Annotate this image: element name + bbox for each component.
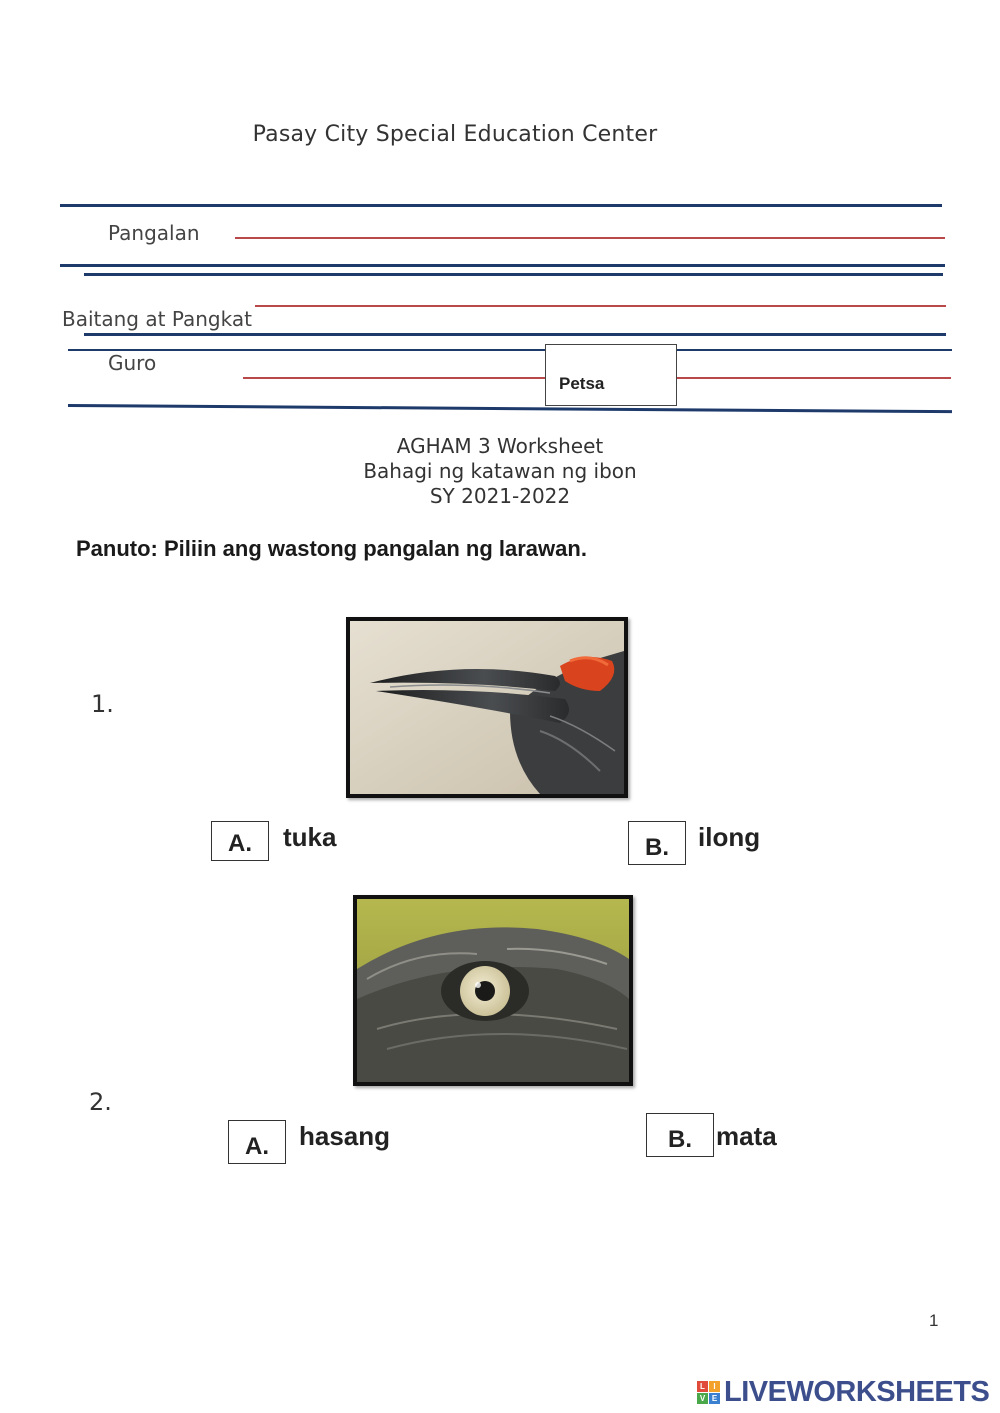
- q2-choice-a-box[interactable]: [228, 1120, 286, 1164]
- form-line: [68, 349, 952, 351]
- q2-choice-a-text[interactable]: hasang: [299, 1121, 391, 1151]
- title-topic: Bahagi ng katawan ng ibon: [363, 459, 637, 483]
- instructions: Panuto: Piliin ang wastong pangalan ng larawan.: [76, 536, 587, 561]
- q2-choice-b-box[interactable]: [646, 1113, 714, 1157]
- form-line: [84, 273, 943, 276]
- form-line: [60, 264, 945, 267]
- brand-name: LIVEWORKSHEETS: [724, 1376, 990, 1408]
- q1-choice-b-text[interactable]: ilong: [698, 822, 761, 852]
- question-number: 1.: [91, 690, 114, 718]
- teacher-label: Guro: [108, 351, 157, 375]
- liveworksheets-icon: L I V E: [697, 1381, 721, 1405]
- date-box[interactable]: [545, 344, 677, 406]
- eye-photo-illustration: [357, 899, 629, 1082]
- page-number: 1: [929, 1311, 939, 1330]
- date-label: Petsa: [559, 374, 605, 393]
- choice-letter: B.: [668, 1126, 692, 1153]
- bird-eye-image: [353, 895, 633, 1086]
- title-subject: AGHAM 3 Worksheet: [396, 434, 604, 458]
- beak-photo-illustration: [350, 621, 624, 794]
- q1-choice-a-text[interactable]: tuka: [283, 822, 337, 852]
- form-line: [68, 404, 952, 413]
- q2-choice-b-text[interactable]: mata: [716, 1121, 777, 1151]
- grade-input-line[interactable]: [255, 305, 946, 307]
- title-school-year: SY 2021-2022: [429, 484, 571, 508]
- form-line: [84, 333, 946, 336]
- worksheet-title: [0, 434, 1000, 509]
- liveworksheets-logo[interactable]: [697, 1376, 989, 1409]
- choice-letter: A.: [245, 1133, 269, 1160]
- name-input-line[interactable]: [235, 237, 945, 239]
- choice-letter: A.: [228, 830, 252, 857]
- q1-choice-a-box[interactable]: [211, 821, 269, 861]
- question-number: 2.: [89, 1088, 112, 1116]
- school-name: Pasay City Special Education Center: [252, 122, 658, 147]
- name-label: Pangalan: [108, 221, 200, 245]
- form-line: [60, 204, 942, 207]
- q1-choice-b-box[interactable]: [628, 821, 686, 865]
- choice-letter: B.: [645, 834, 669, 861]
- bird-beak-image: [346, 617, 628, 798]
- grade-label: Baitang at Pangkat: [62, 307, 252, 331]
